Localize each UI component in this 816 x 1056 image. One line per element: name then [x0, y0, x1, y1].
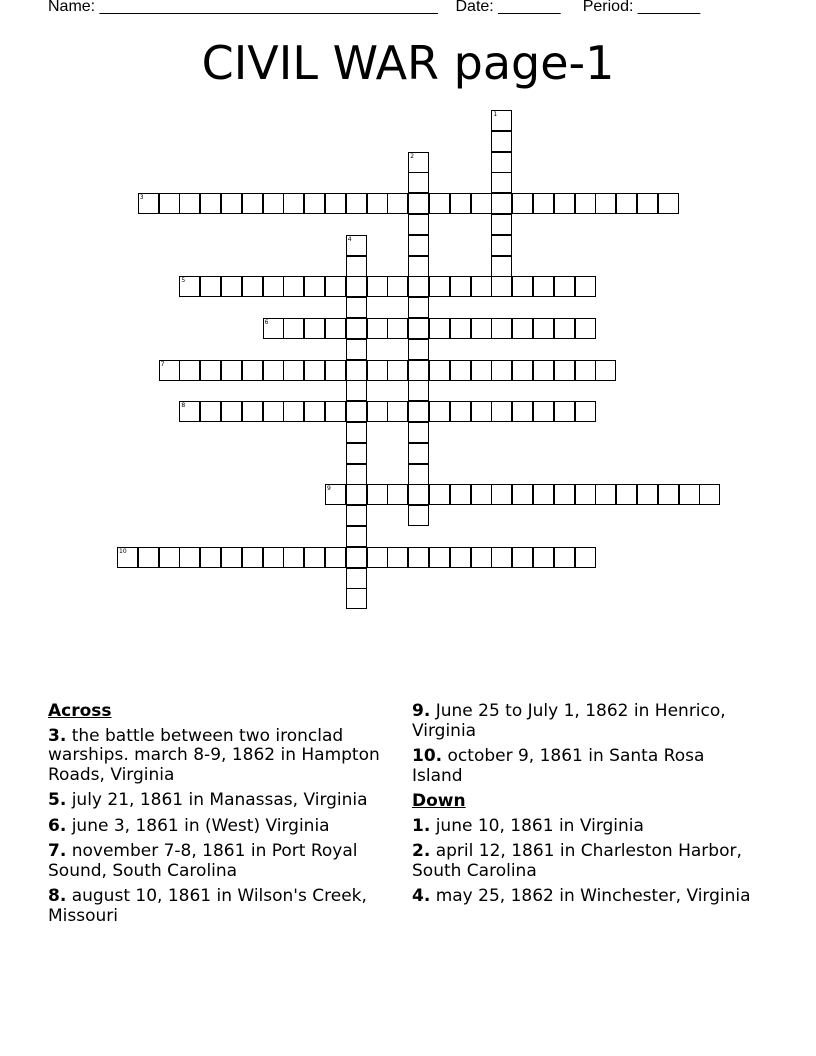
crossword-cell[interactable] — [159, 193, 180, 214]
crossword-cell[interactable] — [658, 484, 679, 505]
crossword-cell[interactable] — [512, 318, 533, 339]
crossword-cell[interactable] — [325, 401, 346, 422]
crossword-cell[interactable] — [429, 318, 450, 339]
crossword-cell[interactable] — [346, 339, 367, 360]
clue-number: 2. — [412, 841, 431, 861]
crossword-cell[interactable] — [179, 360, 200, 381]
crossword-cell[interactable] — [491, 484, 512, 505]
crossword-cell[interactable] — [533, 276, 554, 297]
crossword-cell[interactable] — [429, 484, 450, 505]
crossword-cell[interactable] — [491, 193, 512, 214]
crossword-cell[interactable] — [346, 380, 367, 401]
clue-number: 8. — [48, 886, 67, 906]
crossword-cell[interactable] — [200, 360, 221, 381]
crossword-cell[interactable] — [263, 318, 284, 339]
crossword-cell[interactable] — [325, 276, 346, 297]
crossword-cell[interactable] — [575, 276, 596, 297]
crossword-cell[interactable] — [616, 484, 637, 505]
crossword-cell[interactable] — [512, 193, 533, 214]
clues-column-right — [412, 702, 752, 913]
crossword-cell[interactable] — [450, 401, 471, 422]
crossword-cell[interactable] — [346, 297, 367, 318]
crossword-cell[interactable] — [242, 193, 263, 214]
crossword-cell[interactable] — [283, 401, 304, 422]
across-heading: Across — [48, 701, 112, 721]
crossword-cell[interactable] — [408, 401, 429, 422]
crossword-cell[interactable] — [408, 318, 429, 339]
crossword-cell[interactable] — [408, 360, 429, 381]
crossword-cell[interactable] — [533, 360, 554, 381]
crossword-cell[interactable] — [554, 193, 575, 214]
crossword-cell[interactable] — [408, 443, 429, 464]
crossword-cell[interactable] — [325, 360, 346, 381]
crossword-cell[interactable] — [491, 256, 512, 277]
crossword-cell[interactable] — [263, 276, 284, 297]
clue-across-6 — [48, 817, 403, 837]
clue-number: 10. — [412, 746, 443, 766]
crossword-cell[interactable] — [346, 464, 367, 485]
crossword-cell[interactable] — [263, 193, 284, 214]
crossword-cell[interactable] — [283, 318, 304, 339]
clue-number-label: 4 — [347, 235, 352, 243]
clue-text: the battle between two ironclad warships. march 8-9, 1862 in Hampton Roads, Virginia — [48, 725, 380, 785]
crossword-cell[interactable] — [533, 547, 554, 568]
clue-down-2 — [412, 842, 752, 881]
crossword-cell[interactable] — [408, 464, 429, 485]
clue-number: 9. — [412, 701, 431, 721]
crossword-cell[interactable] — [450, 360, 471, 381]
crossword-cell[interactable] — [387, 401, 408, 422]
clue-text: november 7-8, 1861 in Port Royal Sound, South Carolina — [48, 841, 358, 881]
crossword-cell[interactable] — [221, 193, 242, 214]
crossword-cell[interactable] — [450, 318, 471, 339]
crossword-cell[interactable] — [408, 380, 429, 401]
crossword-cell[interactable] — [283, 276, 304, 297]
crossword-cell[interactable] — [408, 297, 429, 318]
crossword-cell[interactable] — [242, 547, 263, 568]
crossword-cell[interactable] — [346, 588, 367, 609]
crossword-cell[interactable] — [429, 193, 450, 214]
crossword-cell[interactable] — [283, 547, 304, 568]
crossword-cell[interactable] — [408, 339, 429, 360]
crossword-cell[interactable] — [471, 318, 492, 339]
clue-number: 1. — [412, 815, 431, 836]
crossword-cell[interactable] — [179, 193, 200, 214]
crossword-cell[interactable] — [367, 401, 388, 422]
clue-number-label: 1 — [493, 111, 498, 118]
crossword-cell[interactable] — [575, 547, 596, 568]
clue-across-10 — [412, 747, 752, 786]
crossword-cell[interactable] — [346, 318, 367, 339]
crossword-cell[interactable] — [512, 401, 533, 422]
clue-number-label: 10 — [119, 547, 127, 555]
crossword-cell[interactable] — [491, 360, 512, 381]
crossword-cell[interactable] — [117, 547, 138, 568]
crossword-cell[interactable] — [325, 318, 346, 339]
crossword-cell[interactable] — [242, 276, 263, 297]
crossword-cell[interactable] — [221, 360, 242, 381]
clue-text: june 10, 1861 in Virginia — [435, 815, 644, 836]
clue-number-label: 7 — [160, 360, 165, 368]
crossword-cell[interactable] — [554, 318, 575, 339]
crossword-cell[interactable] — [387, 318, 408, 339]
crossword-cell[interactable] — [408, 235, 429, 256]
crossword-cell[interactable] — [408, 276, 429, 297]
clue-number-label: 3 — [139, 194, 144, 202]
crossword-cell[interactable] — [616, 193, 637, 214]
crossword-cell[interactable] — [575, 401, 596, 422]
crossword-cell[interactable] — [387, 193, 408, 214]
crossword-cell[interactable] — [179, 401, 200, 422]
clue-across-5 — [48, 791, 403, 811]
crossword-cell[interactable] — [159, 547, 180, 568]
crossword-cell[interactable] — [471, 360, 492, 381]
crossword-cell[interactable] — [491, 110, 512, 131]
clue-text: october 9, 1861 in Santa Rosa Island — [412, 746, 705, 786]
crossword-cell[interactable] — [200, 401, 221, 422]
clue-across-3 — [48, 727, 403, 786]
crossword-cell[interactable] — [450, 547, 471, 568]
crossword-cell[interactable] — [408, 422, 429, 443]
crossword-cell[interactable] — [491, 131, 512, 152]
crossword-cell[interactable] — [346, 401, 367, 422]
crossword-cell[interactable] — [491, 318, 512, 339]
page-title: CIVIL WAR page-1 — [201, 36, 615, 90]
crossword-cell[interactable] — [637, 193, 658, 214]
crossword-cell[interactable] — [346, 568, 367, 589]
crossword-cell[interactable] — [387, 547, 408, 568]
crossword-cell[interactable] — [575, 484, 596, 505]
crossword-cell[interactable] — [533, 318, 554, 339]
crossword-cell[interactable] — [283, 360, 304, 381]
crossword-cell[interactable] — [263, 360, 284, 381]
crossword-cell[interactable] — [533, 193, 554, 214]
crossword-cell[interactable] — [346, 193, 367, 214]
clue-text: june 3, 1861 in (West) Virginia — [71, 815, 330, 836]
clue-text: july 21, 1861 in Manassas, Virginia — [71, 790, 368, 810]
crossword-cell[interactable] — [450, 193, 471, 214]
date-label: Date: _______ — [455, 0, 561, 15]
clue-number: 5. — [48, 790, 67, 810]
crossword-cell[interactable] — [200, 193, 221, 214]
crossword-cell[interactable] — [554, 360, 575, 381]
clue-down-1 — [412, 817, 752, 837]
crossword-cell[interactable] — [346, 256, 367, 277]
crossword-cell[interactable] — [575, 360, 596, 381]
crossword-cell[interactable] — [429, 401, 450, 422]
crossword-cell[interactable] — [658, 193, 679, 214]
crossword-cell[interactable] — [304, 276, 325, 297]
crossword-cell[interactable] — [408, 547, 429, 568]
crossword-cell[interactable] — [471, 193, 492, 214]
crossword-cell[interactable] — [304, 360, 325, 381]
clue-number-label: 5 — [181, 277, 186, 285]
crossword-cell[interactable] — [491, 235, 512, 256]
crossword-cell[interactable] — [491, 276, 512, 297]
crossword-cell[interactable] — [471, 484, 492, 505]
crossword-cell[interactable] — [346, 484, 367, 505]
crossword-cell[interactable] — [471, 547, 492, 568]
crossword-cell[interactable] — [367, 547, 388, 568]
crossword-cell[interactable] — [325, 547, 346, 568]
crossword-cell[interactable] — [179, 276, 200, 297]
crossword-cell[interactable] — [242, 360, 263, 381]
clue-down-4 — [412, 887, 752, 907]
crossword-cell[interactable] — [491, 214, 512, 235]
crossword-cell[interactable] — [304, 193, 325, 214]
clue-number-label: 8 — [181, 402, 186, 410]
crossword-cell[interactable] — [346, 235, 367, 256]
crossword-cell[interactable] — [512, 484, 533, 505]
crossword-cell[interactable] — [408, 214, 429, 235]
clue-text: april 12, 1861 in Charleston Harbor, South Carolina — [412, 841, 742, 881]
crossword-cell[interactable] — [387, 360, 408, 381]
crossword-cell[interactable] — [408, 484, 429, 505]
crossword-cell[interactable] — [554, 276, 575, 297]
crossword-cell[interactable] — [387, 484, 408, 505]
crossword-cell[interactable] — [450, 276, 471, 297]
crossword-cell[interactable] — [346, 526, 367, 547]
crossword-cell[interactable] — [304, 318, 325, 339]
crossword-cell[interactable] — [367, 276, 388, 297]
crossword-cell[interactable] — [533, 484, 554, 505]
crossword-cell[interactable] — [159, 360, 180, 381]
clue-text: June 25 to July 1, 1862 in Henrico, Virginia — [412, 701, 726, 741]
crossword-cell[interactable] — [367, 484, 388, 505]
crossword-cell[interactable] — [138, 193, 159, 214]
down-heading: Down — [412, 791, 466, 811]
crossword-cell[interactable] — [221, 276, 242, 297]
crossword-cell[interactable] — [699, 484, 720, 505]
crossword-cell[interactable] — [325, 193, 346, 214]
crossword-cell[interactable] — [283, 193, 304, 214]
crossword-cell[interactable] — [491, 152, 512, 173]
crossword-cell[interactable] — [595, 484, 616, 505]
crossword-cell[interactable] — [346, 505, 367, 526]
crossword-cell[interactable] — [346, 443, 367, 464]
crossword-cell[interactable] — [637, 484, 658, 505]
crossword-cell[interactable] — [367, 318, 388, 339]
clue-across-8 — [48, 887, 403, 926]
crossword-cell[interactable] — [491, 401, 512, 422]
clue-number-label: 2 — [410, 152, 415, 160]
crossword-cell[interactable] — [679, 484, 700, 505]
crossword-cell[interactable] — [429, 276, 450, 297]
crossword-cell[interactable] — [242, 401, 263, 422]
clue-across-7 — [48, 842, 403, 881]
crossword-cell[interactable] — [575, 318, 596, 339]
crossword-cell[interactable] — [554, 484, 575, 505]
name-label: Name: ______________________________________ — [48, 0, 438, 15]
crossword-cell[interactable] — [408, 256, 429, 277]
period-label: Period: _______ — [582, 0, 701, 15]
crossword-cell[interactable] — [387, 276, 408, 297]
crossword-cell[interactable] — [595, 193, 616, 214]
crossword-cell[interactable] — [512, 360, 533, 381]
crossword-cell[interactable] — [221, 401, 242, 422]
crossword-cell[interactable] — [325, 484, 346, 505]
crossword-cell[interactable] — [263, 547, 284, 568]
crossword-cell[interactable] — [367, 193, 388, 214]
crossword-cell[interactable] — [408, 193, 429, 214]
crossword-cell[interactable] — [595, 360, 616, 381]
crossword-cell[interactable] — [554, 401, 575, 422]
crossword-cell[interactable] — [471, 401, 492, 422]
clue-number: 3. — [48, 725, 67, 746]
crossword-cell[interactable] — [346, 547, 367, 568]
clue-across-9 — [412, 702, 752, 741]
crossword-cell[interactable] — [304, 401, 325, 422]
crossword-cell[interactable] — [575, 193, 596, 214]
clue-number-label: 6 — [264, 319, 269, 326]
crossword-cell[interactable] — [408, 505, 429, 526]
crossword-cell[interactable] — [221, 547, 242, 568]
crossword-cell[interactable] — [304, 547, 325, 568]
crossword-cell[interactable] — [491, 172, 512, 193]
crossword-cell[interactable] — [450, 484, 471, 505]
crossword-cell[interactable] — [200, 276, 221, 297]
crossword-cell[interactable] — [367, 360, 388, 381]
crossword-cell[interactable] — [346, 422, 367, 443]
clue-number: 4. — [412, 886, 431, 906]
clues-column-left — [48, 702, 403, 932]
crossword-cell[interactable] — [200, 547, 221, 568]
crossword-cell[interactable] — [346, 276, 367, 297]
crossword-cell[interactable] — [263, 401, 284, 422]
crossword-cell[interactable] — [554, 547, 575, 568]
crossword-cell[interactable] — [429, 547, 450, 568]
clue-number-label: 9 — [327, 485, 331, 493]
crossword-cell[interactable] — [346, 360, 367, 381]
crossword-cell[interactable] — [512, 547, 533, 568]
clue-text: august 10, 1861 in Wilson's Creek, Missouri — [48, 886, 367, 926]
crossword-cell[interactable] — [138, 547, 159, 568]
crossword-cell[interactable] — [408, 172, 429, 193]
clue-text: may 25, 1862 in Winchester, Virginia — [435, 886, 751, 906]
clue-number: 7. — [48, 841, 67, 861]
crossword-cell[interactable] — [471, 276, 492, 297]
crossword-cell[interactable] — [491, 547, 512, 568]
crossword-cell[interactable] — [512, 276, 533, 297]
clue-number: 6. — [48, 815, 67, 836]
crossword-cell[interactable] — [429, 360, 450, 381]
crossword-cell[interactable] — [533, 401, 554, 422]
crossword-cell[interactable] — [179, 547, 200, 568]
crossword-cell[interactable] — [408, 152, 429, 173]
